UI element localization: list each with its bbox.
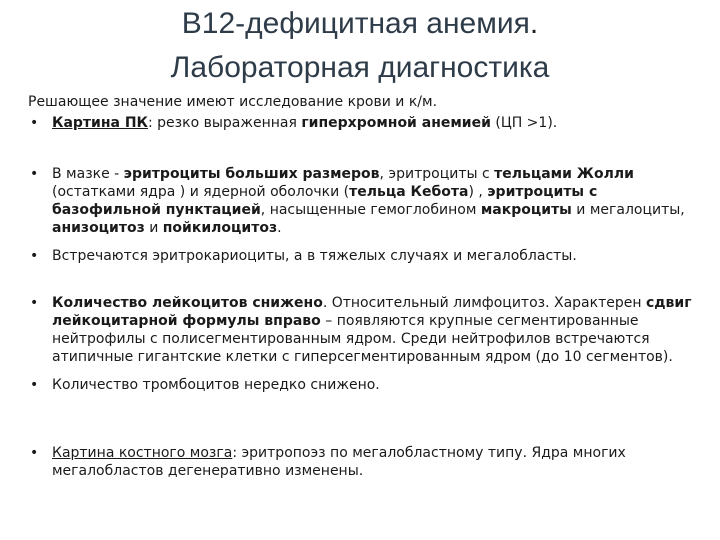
title-main-text: B12-дефицитная анемия [181,7,530,40]
plain-text: Встречаются эритрокариоциты, а в тяжелых случаях и мегалобласты. [52,248,577,264]
bullet-list-4 [28,444,708,490]
title-line-1 [0,2,720,46]
emphasis-text: пойкилоцитоз [162,220,278,236]
bullet-marker: • [30,248,39,264]
emphasis-text: эритроциты больших размеров [123,166,380,182]
plain-text: , эритроциты с [379,166,495,182]
bullet-marker: • [30,115,39,131]
emphasis-text: тельцами Жолли [494,166,634,182]
bullet-list-2 [28,165,708,275]
plain-text: , насыщенные гемоглобином [260,202,481,218]
list-item [28,444,708,480]
plain-text: . [277,220,282,236]
list-item [28,376,708,394]
emphasis-text: эритроциты с базофильной пунктацией [52,184,598,218]
emphasis-text: макроциты [480,202,572,218]
title-dot: . [529,7,539,40]
list-item [28,165,708,237]
title-line-2: Лабораторная диагностика [170,51,550,84]
list-item [28,294,708,366]
plain-text: . Относительный лимфоцитоз. Характерен [322,295,646,311]
emphasis-text: Картина ПК [52,115,148,131]
emphasis-text: Количество лейкоцитов снижено [52,295,323,311]
plain-text: – появляются крупные сегментированные нейтрофилы с полисегментированным ядром. Среди нейтрофилов встречаются атипичные гигантские клетки с гиперсегментированным ядром (до 10 сегментов). [52,313,673,365]
plain-text: Количество тромбоцитов нередко снижено. [52,377,380,393]
emphasis-text: гиперхромной анемией [301,115,491,131]
plain-text: В мазке - [52,166,124,182]
plain-text: : резко выраженная [148,115,302,131]
list-item [28,247,708,265]
emphasis-text: сдвиг лейкоцитарной формулы вправо [52,295,692,329]
slide-title [0,2,720,90]
plain-text: (остатками ядра ) и ядерной оболочки ( [52,184,350,200]
plain-text: ) , [468,184,488,200]
emphasis-text: тельца Кебота [349,184,469,200]
bullet-marker: • [30,445,39,461]
plain-text: (ЦП >1). [490,115,558,131]
bullet-marker: • [30,377,39,393]
plain-text: : эритропоэз по мегалобластному типу. Ядра многих мегалобластов дегенеративно изменены. [52,445,626,479]
bullet-marker: • [30,295,39,311]
bullet-list-1 [28,114,708,142]
plain-text: и мегалоциты, [571,202,685,218]
plain-text: и [144,220,163,236]
emphasis-text: анизоцитоз [52,220,145,236]
bullet-list-3 [28,294,708,404]
list-item [28,114,708,132]
emphasis-text: Картина костного мозга [52,445,233,461]
intro-text: Решающее значение имеют исследование крови и к/м. [28,94,438,110]
bullet-marker: • [30,166,39,182]
